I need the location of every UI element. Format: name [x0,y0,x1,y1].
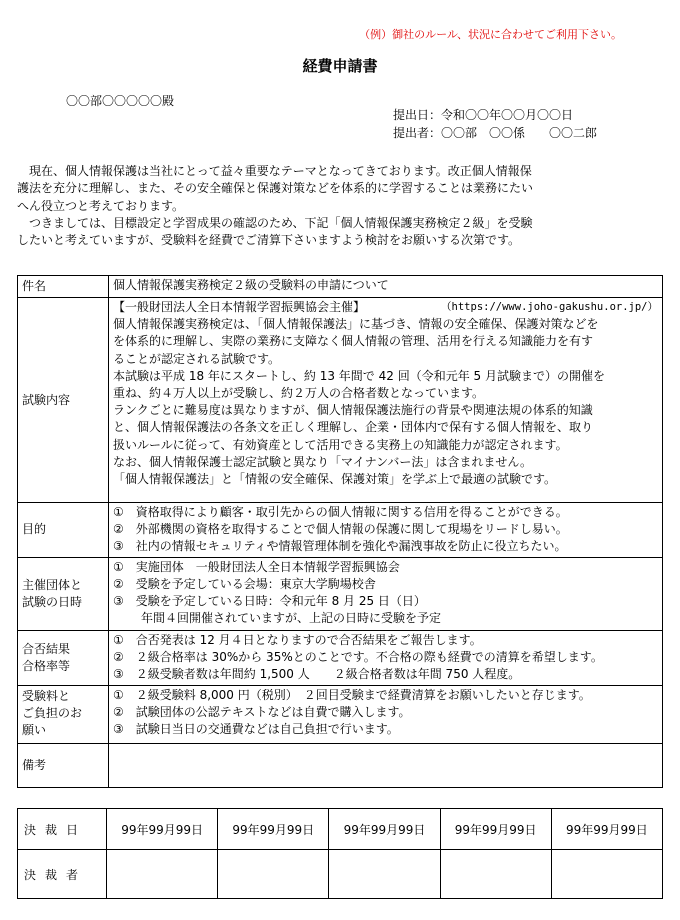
content-line: 「個人情報保護法」と「情報の安全確保、保護対策」を学ぶ上で最適の試験です。 [113,472,557,487]
value-purpose [109,503,663,558]
row-host [18,557,663,630]
exam-organizer-line [113,299,658,316]
approver-stamp-cell[interactable] [440,850,551,899]
label-approver: 決裁者 [18,850,107,899]
exam-organizer: 【一般財団法人全日本情報学習振興協会主催】 [113,300,366,314]
intro-paragraph: 現在、個人情報保護は当社にとって益々重要なテーマとなってきております。改正個人情報保 護法を充分に理解し、また、その安全確保と保護対策などを体系的に学習することは業務にたい へん役立つと考えております。 つきましては、目標設定と学習成果の確認のため、下記「個人情報保護実務検定２級」を受験 したいと考えていますが、受験料を経費でご清算下さいますよう検討をお願いする次第です。 [17,164,534,248]
decision-date-cell: 99年99月99日 [440,809,551,850]
row-exam-content [18,298,663,503]
label-remarks: 備考 [18,743,109,787]
purpose-item: ② 外部機関の資格を取得することで個人情報の保護に関して現場をリードし易い。 [113,522,568,537]
row-purpose [18,503,663,558]
label-subject: 件名 [18,276,109,298]
approver-stamp-cell[interactable] [551,850,662,899]
content-line: ランクごとに難易度は異なりますが、個人情報保護法施行の背景や関連法規の体系的知識 [113,403,593,418]
label-purpose: 目的 [18,503,109,558]
purpose-item: ① 資格取得により顧客・取引先からの個人情報に関する信用を得ることができる。 [113,505,568,519]
decision-date-cell: 99年99月99日 [107,809,218,850]
host-note: 年間４回開催されていますが、上記の日時に受験を予定 [141,611,442,626]
approver-stamp-cell[interactable] [107,850,218,899]
application-table [17,275,663,788]
label-host: 主催団体と 試験の日時 [18,557,109,630]
fee-item: ① ２級受験料 8,000 円（税別） ２回目受験まで経費清算をお願いしたいと存じます。 [113,687,591,702]
row-decision-date [18,809,663,850]
row-remarks [18,743,663,787]
label-fee: 受験料と ご負担のお 願い [18,685,109,743]
approver-stamp-cell[interactable] [329,850,440,899]
content-line: 重ね、約４万人以上が受験し、約２万人の合格者数となっています。 [113,386,485,401]
approver-stamp-cell[interactable] [218,850,329,899]
recipient: 〇〇部〇〇〇〇〇殿 [66,94,175,108]
row-fee [18,685,663,743]
result-item: ② ２級合格率は 30%から 35%とのことです。不合格の際も経費での清算を希望します。 [113,649,603,664]
label-decision-date: 決裁日 [18,809,107,850]
page-title: 経費申請書 [302,57,378,75]
content-line: を体系的に理解し、実際の業務に支障なく個人情報の管理、活用を行える知識能力を有す [113,334,594,349]
content-line: 扱いルールに従って、有効資産として活用できる実務上の知識能力が認定されます。 [113,437,568,452]
label-exam-content: 試験内容 [18,298,109,503]
result-item: ① 合否発表は 12 月４日となりますので合否結果をご報告します。 [113,632,482,647]
content-line: ることが認定される試験です。 [113,351,281,366]
value-host [109,557,663,630]
value-exam-content [109,298,663,503]
content-line: なお、個人情報保護士認定試験と異なり「マイナンバー法」は含まれません。 [113,454,533,469]
host-item: ① 実施団体 一般財団法人全日本情報学習振興協会 [113,559,400,574]
value-remarks[interactable] [109,743,663,787]
decision-date-cell: 99年99月99日 [218,809,329,850]
approval-table [17,808,663,899]
submitter: 提出者：〇〇部 〇〇係 〇〇二郎 [393,126,598,140]
value-fee [109,685,663,743]
fee-item: ③ 試験日当日の交通費などは自己負担で行います。 [113,722,399,737]
fee-item: ② 試験団体の公認テキストなどは自費で購入します。 [113,704,411,719]
purpose-item: ③ 社内の情報セキュリティや情報管理体制を強化や漏洩事故を防止に役立ちたい。 [113,539,567,554]
value-result [109,630,663,685]
row-result [18,630,663,685]
content-line: 個人情報保護実務検定は、「個人情報保護法」に基づき、情報の安全確保、保護対策などを [113,317,599,332]
decision-date-cell: 99年99月99日 [551,809,662,850]
label-result: 合否結果 合格率等 [18,630,109,685]
organizer-url: （https://www.joho-gakushu.or.jp/） [441,301,658,313]
row-approver [18,850,663,899]
content-line: と、個人情報保護法の各条文を正しく理解し、企業・団体内で保有する個人情報を、取り [113,420,594,435]
host-item: ③ 受験を予定している日時：令和元年 8 月 25 日（日） [113,594,426,609]
submission-date: 提出日：令和〇〇年〇〇月〇〇日 [393,108,574,122]
usage-note: （例）御社のルール、状況に合わせてご利用下さい。 [359,28,622,41]
submission-meta [393,106,597,142]
result-item: ③ ２級受験者数は年間約 1,500 人 ２級合格者数は年間 750 人程度。 [113,667,521,682]
content-line: 本試験は平成 18 年にスタートし、約 13 年間で 42 回（令和元年 5 月試験まで）の開催を [113,368,605,383]
value-subject: 個人情報保護実務検定２級の受験料の申請について [109,276,663,298]
decision-date-cell: 99年99月99日 [329,809,440,850]
host-item: ② 受験を予定している会場：東京大学駒場校舎 [113,576,376,591]
row-subject [18,276,663,298]
